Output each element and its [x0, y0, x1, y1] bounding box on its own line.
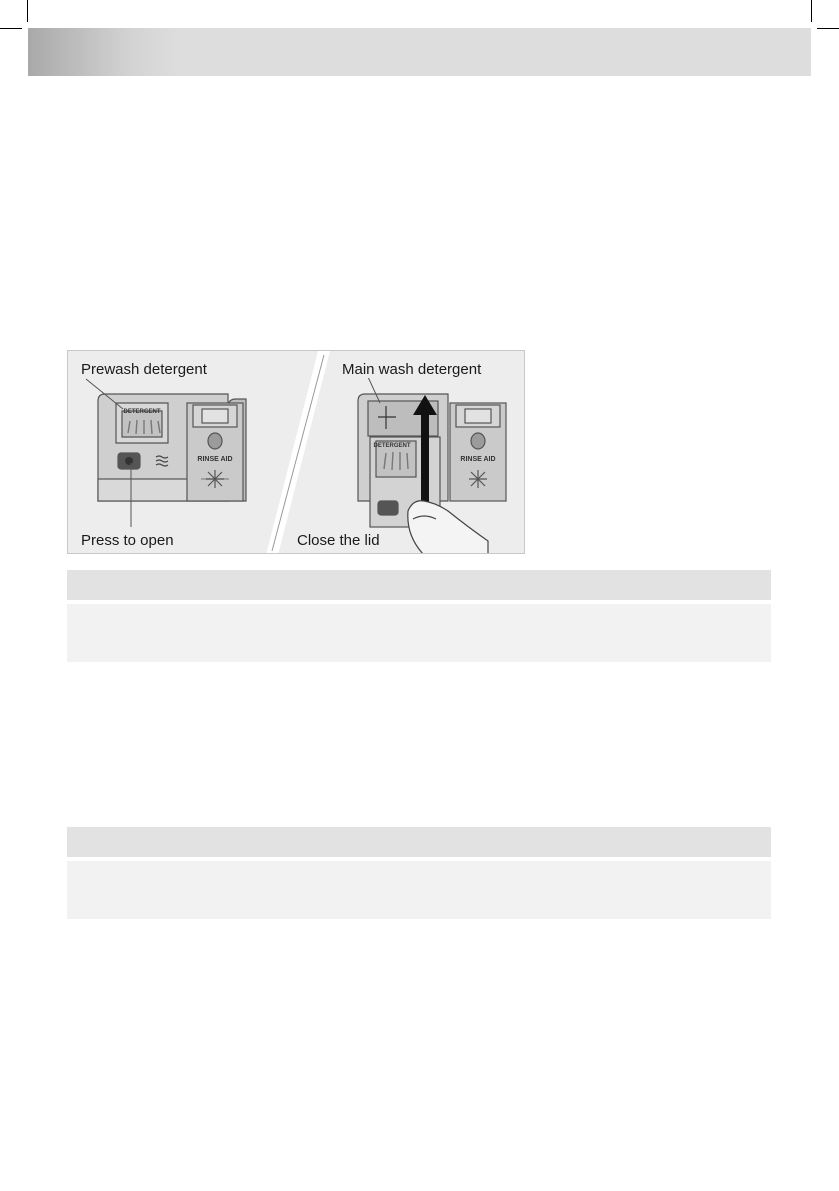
crop-mark-top-left	[0, 28, 22, 29]
press-to-open-label: Press to open	[81, 532, 174, 549]
right-dispenser	[358, 394, 506, 554]
crop-mark-top-left-vertical	[27, 0, 28, 22]
section-header-bar	[28, 28, 811, 76]
crop-mark-top-right-vertical	[811, 0, 812, 22]
panel-divider-line	[272, 355, 324, 551]
detergent-dispenser-figure	[67, 350, 525, 554]
crop-mark-top-right	[817, 28, 839, 29]
close-lid-label: Close the lid	[297, 532, 380, 549]
left-dispenser	[98, 394, 246, 501]
prewash-detergent-label: Prewash detergent	[81, 361, 207, 378]
left-rinse-aid-text: RINSE AID	[197, 456, 233, 463]
note-box-1-heading	[67, 570, 771, 600]
dispenser-illustration	[68, 351, 525, 554]
note-box-2-body	[67, 861, 771, 919]
right-rinse-aid-text: RINSE AID	[460, 456, 496, 463]
main-wash-detergent-label: Main wash detergent	[342, 361, 482, 378]
left-detergent-text: DETERGENT	[123, 409, 161, 415]
note-box-2-heading	[67, 827, 771, 857]
right-detergent-text: DETERGENT	[373, 443, 411, 449]
note-box-1-body	[67, 604, 771, 662]
